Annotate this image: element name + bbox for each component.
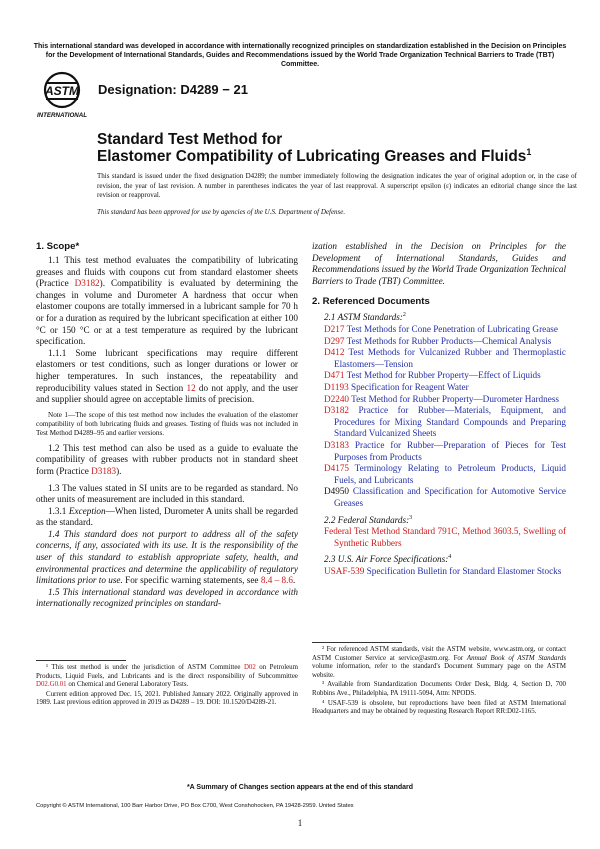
reference-code[interactable]: D1193 [324,382,349,392]
usaf-specifications-label: 2.3 U.S. Air Force Specifications:$^4$ [324,554,452,565]
right-footnote-rule [312,642,402,643]
reference-title[interactable]: Specification for Reagent Water [350,382,469,392]
reference-code[interactable]: D3183 [324,439,350,450]
astm-reference-list [312,324,566,486]
link-section-12[interactable]: 12 [186,382,196,393]
link-d02[interactable]: D02 [243,664,256,671]
reference-d2240[interactable] [312,394,566,406]
summary-of-changes-note: *A Summary of Changes section appears at the end of this standard [186,784,414,791]
reference-code[interactable]: D3182 [324,405,350,416]
reference-d1193[interactable] [312,382,566,394]
reference-d4175[interactable] [312,463,566,486]
reference-d217[interactable] [312,324,566,336]
link-d3183[interactable]: D3183 [91,465,117,476]
footnote-2: ² For referenced ASTM standards, visit the ASTM website, www.astm.org, or contact ASTM Customer Service at service@astm.org. For Annual Book of ASTM Standards volume information, refer to the standard's Document Summary page on the ASTM website. [312,646,567,679]
reference-d3183[interactable] [312,440,566,463]
logo-wordmark: INTERNATIONAL [36,112,88,119]
reference-code[interactable]: D471 [324,370,345,381]
scope-1-1: 1.1 This test method evaluates the compatibility of lubricating greases and fluids with coupons cut from standard elastomer sheets (Practice D3182). Compatibility is evaluated by determining the changes in volume and Durometer A hardness that occur when elastomer coupons are totally immersed in a lubricant sample for 70 h or for a duration as required by the lubricant specification at either 100 °C or 150 °C or at a test temperature as required by the lubricant specification. [36,255,298,347]
reference-title[interactable]: Terminology Relating to Petroleum Products, Liquid Fuels, and Lubricants [334,463,566,485]
scope-1-5-continued: ization established in the Decision on Principles for the Development of International Standards, Guides and Recommendations issued by the World Trade Organization Technical Barriers to Trade (TBT) Committee. [312,241,566,286]
title-footnote-mark: 1 [526,147,532,157]
reference-code[interactable]: D217 [324,324,345,335]
title-line1: Standard Test Method for [97,131,283,148]
reference-title[interactable]: Practice for Rubber—Preparation of Pieces for Test Purposes from Products [334,439,567,462]
footnote-1-edition: Current edition approved Dec. 15, 2021. Published January 2022. Originally approved in 1989. Last previous edition approved in 2019 as D4289 – 19. DOI: 10.1520/D4289-21. [36,690,298,707]
designation: Designation: D4289 − 21 [98,82,248,97]
document-title [97,131,557,165]
federal-standards-label: 2.2 Federal Standards:$^3$ [324,514,413,525]
reference-title[interactable]: Test Methods for Rubber Products—Chemical Analysis [346,335,552,346]
title-line2: Elastomer Compatibility of Lubricating Greases and Fluids [97,148,527,165]
reference-d4950: D4950 Classification and Specification for Automotive Service Greases [324,486,567,508]
scope-1-5: 1.5 This international standard was developed in accordance with internationally recognized principles on standard- [36,586,298,609]
reference-title[interactable]: Practice for Rubber—Materials, Equipment, and Procedures for Mixing Standard Compounds and Preparing Standard Vulcanized Sheets [334,405,566,439]
reference-code[interactable]: D4175 [324,463,350,474]
astm-standards-label: 2.1 ASTM Standards:$^2$ [324,312,406,323]
dod-approval-note: This standard has been approved for use by agencies of the U.S. Department of Defense. [97,208,346,216]
issuance-note: This standard is issued under the fixed designation D4289; the number immediately following the designation indicates the year of original adoption or, in the case of revision, the year of last revision. A number in parentheses indicates the year of last reapproval. A superscript epsilon (ε) indicates an editorial change since the last revision or reapproval. [97,172,577,199]
reference-code[interactable]: D297 [324,335,345,346]
note-1: Note 1—The scope of this test method now includes the evaluation of the elastomer compatibility of both lubricating fluids and greases. Testing of fluids was not included in Test Method D4289–95 and earlier versions. [36,410,298,437]
reference-d3182[interactable] [312,405,566,440]
scope-1-3-1: 1.3.1 Exception—When listed, Durometer A units shall be regarded as the standard. [36,505,298,528]
reference-code[interactable]: D2240 [324,393,350,404]
link-d3182[interactable]: D3182 [74,278,100,289]
right-column [312,241,566,578]
copyright: Copyright © ASTM International, 100 Barr Harbor Drive, PO Box C700, West Conshohocken, PA 19428-2959. United States [36,803,354,809]
logo-mark: ASTM [45,84,79,98]
reference-federal-791c[interactable]: Federal Test Method Standard 791C, Method 3603.5, Swelling of Synthetic Rubbers [324,526,567,548]
link-d02-g0-01[interactable]: D02.G0.01 [36,681,67,689]
footnote-3: ³ Available from Standardization Documents Order Desk, Bldg. 4, Section D, 700 Robbins Ave., Philadelphia, PA 19111-5094, Attn: NPODS. [312,681,566,697]
scope-heading: 1. Scope* [36,241,80,252]
reference-title[interactable]: Test Methods for Cone Penetration of Lubricating Grease [346,324,558,335]
scope-1-1-1: 1.1.1 Some lubricant specifications may require different elastomers or test conditions, such as longer durations or lower or higher temperatures. In such instances, the repeatability and reproducibility values stated in Section 12 do not apply, and the user and supplier should agree on acceptable limits of precision. [36,347,298,405]
astm-logo [34,68,90,120]
reference-title[interactable]: Test Method for Rubber Property—Effect of Liquids [346,370,541,381]
footnote-4: ⁴ USAF-539 is obsolete, but reproductions have been filed at ASTM International Headquarters and may be obtained by requesting Research Report RR:D02-1165. [312,699,566,716]
title-line2-wrap [97,148,557,165]
scope-1-2: 1.2 This test method can also be used as a guide to evaluate the compatibility of greases with rubber products not in standard sheet form (Practice D3183). [36,442,298,476]
footnote-1: ¹ This test method is under the jurisdiction of ASTM Committee D02 on Petroleum Products, Liquid Fuels, and Lubricants and is the direct responsibility of Subcommittee D02.G0.01 on Chemical and General Laboratory Tests. [36,664,298,689]
scope-1-4: 1.4 This standard does not purport to address all of the safety concerns, if any, associated with its use. It is the responsibility of the user of this standard to establish appropriate safety, health, and environmental practices and determine the applicability of regulatory limitations prior to use. For specific warning statements, see 8.4 – 8.6. [36,528,298,586]
reference-title[interactable]: Test Method for Rubber Property—Durometer Hardness [351,393,559,404]
page-number: 1 [297,818,303,828]
reference-d297[interactable] [312,336,566,348]
left-footnote-rule [36,660,126,661]
left-footnotes [36,664,298,709]
referenced-documents-heading: 2. Referenced Documents [312,296,430,308]
reference-title[interactable]: Test Methods for Vulcanized Rubber and Thermoplastic Elastomers—Tension [334,347,566,369]
right-footnotes [312,646,566,718]
reference-code[interactable]: D412 [324,347,345,358]
reference-usaf-539[interactable]: USAF-539 Specification Bulletin for Standard Elastomer Stocks [324,566,562,577]
link-8-4-8-6[interactable]: 8.4 – 8.6 [260,575,293,586]
reference-d471[interactable] [312,370,566,382]
scope-1-3: 1.3 The values stated in SI units are to be regarded as standard. No other units of measurement are included in this standard. [36,482,298,505]
reference-d412[interactable] [312,347,566,370]
left-column [36,241,298,610]
tbt-notice: This international standard was developed in accordance with internationally recognized principles on standardization established in the Decision on Principles for the Development of International Standards, Guides and Recommendations issued by the World Trade Organization Technical Barriers to Trade (TBT) Committee. [33,43,567,68]
